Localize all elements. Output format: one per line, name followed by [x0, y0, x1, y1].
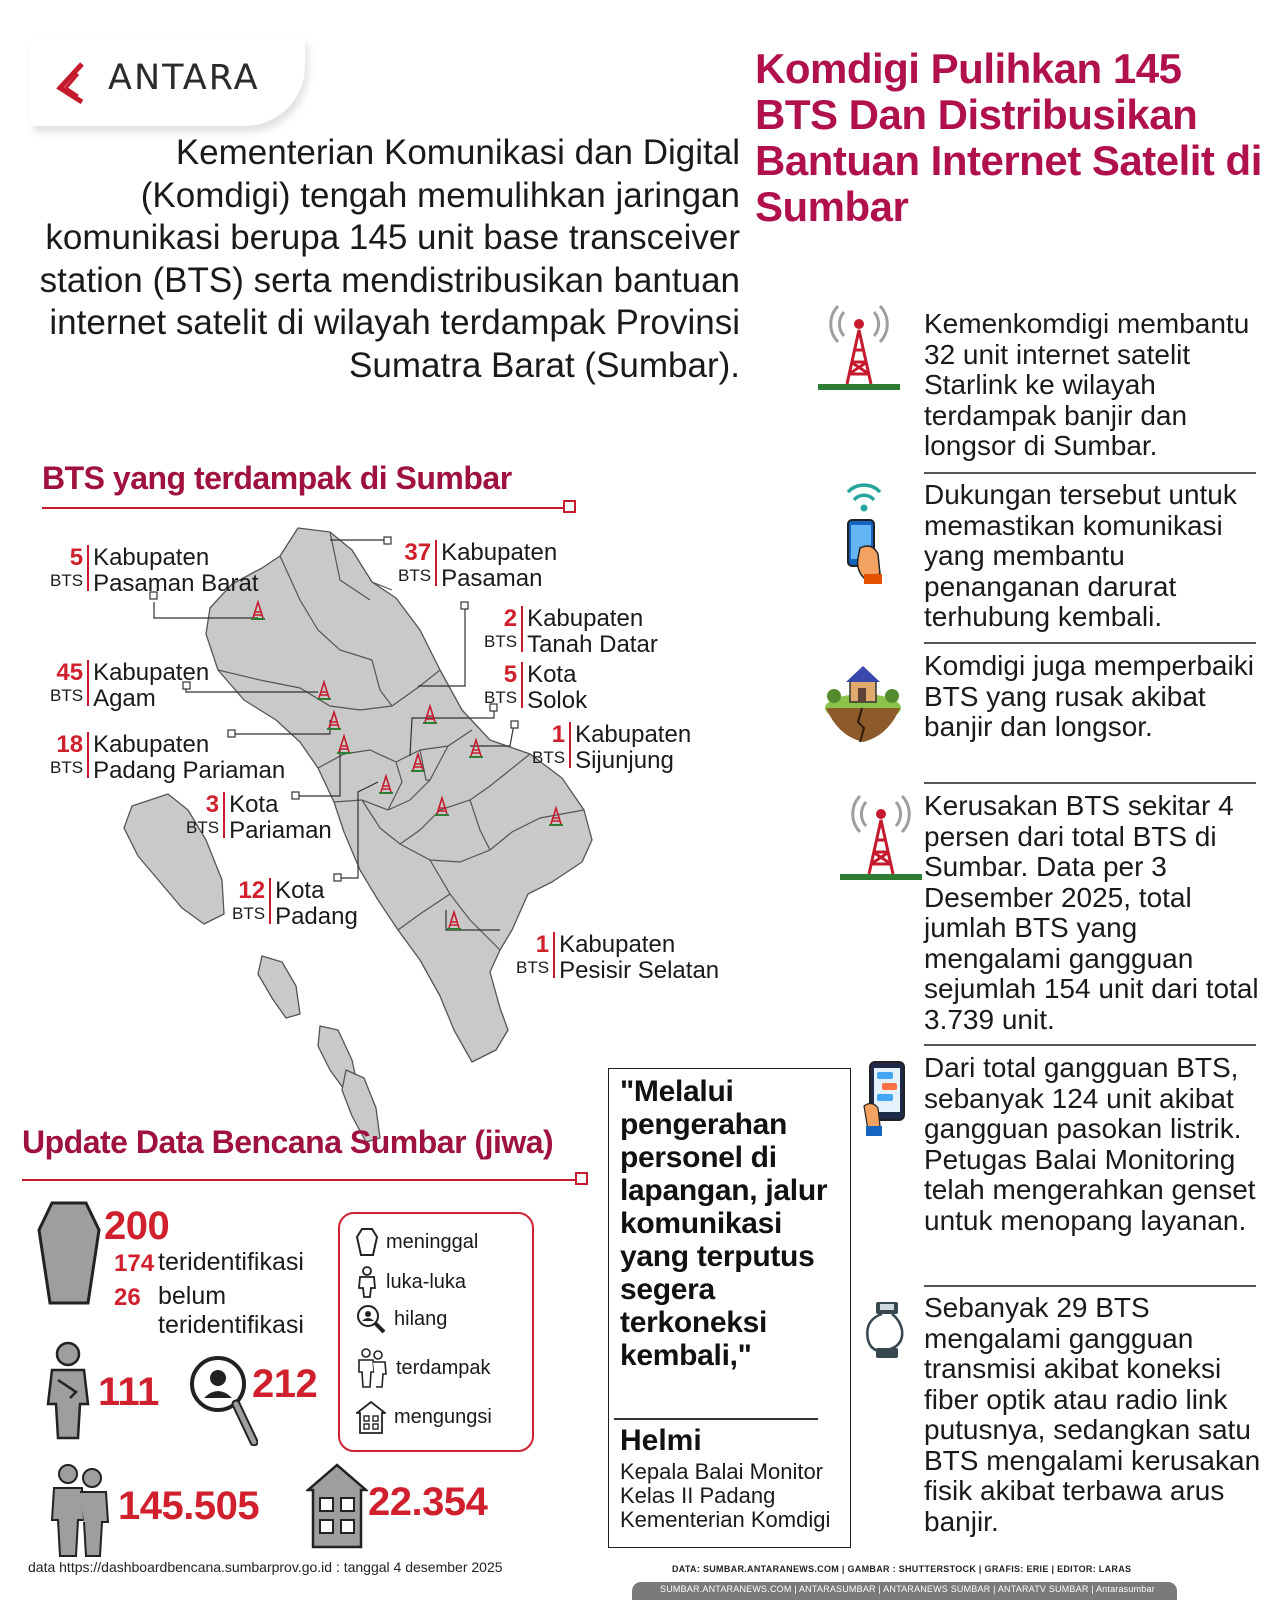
- divider: [924, 1285, 1256, 1287]
- missing-person-search-icon: [188, 1354, 258, 1446]
- divider: [924, 642, 1256, 644]
- region-label-padang-pariaman: 18 BTS Kabupaten Padang Pariaman: [50, 731, 286, 784]
- region-label-pasaman-barat: 5 BTS Kabupaten Pasaman Barat: [50, 544, 259, 597]
- brand-name: ANTARA: [108, 58, 260, 98]
- shelter-house-icon: [356, 1400, 386, 1434]
- tower-icon: [836, 790, 926, 885]
- meninggal-count: 200: [104, 1204, 170, 1248]
- credits-line: DATA: SUMBAR.ANTARANEWS.COM | GAMBAR : SHUTTERSTOCK | GRAFIS: ERIE | EDITOR: LARAS: [672, 1564, 1132, 1574]
- disaster-title-underline: [22, 1179, 577, 1181]
- teridentifikasi-label: teridentifikasi: [158, 1248, 304, 1276]
- region-label-pesisir-selatan: 1 BTS Kabupaten Pesisir Selatan: [516, 931, 720, 984]
- belum-teridentifikasi-label: belum teridentifikasi: [158, 1282, 304, 1339]
- social-links: SUMBAR.ANTARANEWS.COM | ANTARASUMBAR | ANTARANEWS SUMBAR | ANTARATV SUMBAR | Antarasumbar: [660, 1584, 1155, 1594]
- coffin-icon: [36, 1200, 102, 1306]
- region-label-kota-padang: 12 BTS Kota Padang: [232, 877, 358, 930]
- legend-item-hilang: hilang: [356, 1304, 447, 1334]
- injured-person-icon: [356, 1266, 378, 1298]
- point-5: Dari total gangguan BTS, sebanyak 124 unit akibat gangguan pasokan listrik. Petugas Balai Monitoring telah mengerahkan genset untuk menopang layanan.: [924, 1052, 1256, 1236]
- region-label-kota-solok: 5 BTS Kota Solok: [484, 661, 588, 714]
- phone-hand-icon: [834, 478, 894, 588]
- point-3: Komdigi juga memperbaiki BTS yang rusak akibat banjir dan longsor.: [924, 650, 1254, 742]
- coffin-icon: [356, 1228, 378, 1256]
- quote-divider: [614, 1418, 818, 1420]
- hilang-count: 212: [252, 1362, 318, 1406]
- region-label-agam: 45 BTS Kabupaten Agam: [50, 659, 210, 712]
- headline: Komdigi Pulihkan 145 BTS Dan Distribusikan Bantuan Internet Satelit di Sumbar: [755, 45, 1262, 230]
- luka-luka-count: 111: [98, 1370, 159, 1414]
- affected-people-icon: [356, 1348, 388, 1388]
- divider: [924, 1044, 1256, 1046]
- landslide-house-icon: [818, 656, 908, 746]
- shelter-house-icon: [306, 1462, 368, 1550]
- legend-item-mengungsi: mengungsi: [356, 1400, 492, 1434]
- intro-paragraph: Kementerian Komunikasi dan Digital (Komdigi) tengah memulihkan jaringan komunikasi berupa 145 unit base transceiver station (BTS) serta mendistribusikan bantuan internet satelit di wilayah terdampak Provinsi Sumatra Barat (Sumbar).: [39, 133, 740, 385]
- legend-item-meninggal: meninggal: [356, 1228, 478, 1256]
- region-label-sijunjung: 1 BTS Kabupaten Sijunjung: [532, 721, 692, 774]
- antara-logo-icon: [52, 58, 102, 108]
- bts-section-title: BTS yang terdampak di Sumbar: [42, 460, 512, 496]
- point-4: Kerusakan BTS sekitar 4 persen dari total BTS di Sumbar. Data per 3 Desember 2025, total jumlah BTS yang mengalami gangguan sejumlah 154 unit dari total 3.739 unit.: [924, 790, 1259, 1035]
- bts-title-underline: [42, 507, 564, 509]
- data-source: data https://dashboardbencana.sumbarprov.go.id : tanggal 4 desember 2025: [28, 1559, 503, 1575]
- logo-card: [30, 38, 305, 126]
- divider: [924, 782, 1256, 784]
- legend-item-luka: luka-luka: [356, 1266, 466, 1298]
- legend-item-terdampak: terdampak: [356, 1348, 491, 1388]
- point-2: Dukungan tersebut untuk memastikan komunikasi yang membantu penanganan darurat terhubung kembali.: [924, 479, 1237, 632]
- fiber-cable-icon: [862, 1300, 912, 1360]
- teridentifikasi-count: 174: [114, 1250, 155, 1277]
- point-6: Sebanyak 29 BTS mengalami gangguan transmisi akibat koneksi fiber optik atau radio link putusnya, sedangkan satu BTS mengalami kerusakan fisik akibat terbawa arus banjir.: [924, 1292, 1261, 1537]
- region-label-pasaman: 37 BTS Kabupaten Pasaman: [398, 539, 558, 592]
- disaster-section-title: Update Data Bencana Sumbar (jiwa): [22, 1124, 554, 1160]
- legend-box: [338, 1212, 534, 1452]
- quote-author-role: Kepala Balai Monitor Kelas II Padang Kementerian Komdigi: [620, 1459, 831, 1532]
- belum-teridentifikasi-count: 26: [114, 1284, 141, 1311]
- divider: [924, 472, 1256, 474]
- disaster-title-marker: [575, 1172, 588, 1185]
- affected-people-icon: [46, 1462, 114, 1558]
- injured-person-icon: [40, 1340, 96, 1440]
- point-1: Kemenkomdigi membantu 32 unit internet satelit Starlink ke wilayah terdampak banjir dan longsor di Sumbar.: [924, 308, 1250, 461]
- terdampak-count: 145.505: [118, 1484, 260, 1528]
- quote-text: "Melalui pengerahan personel di lapangan, jalur komunikasi yang terputus segera terkoneksi kembali,": [620, 1075, 828, 1372]
- tower-icon: [814, 300, 904, 395]
- phone-chat-icon: [862, 1060, 912, 1140]
- mengungsi-count: 22.354: [368, 1480, 488, 1524]
- region-label-kota-pariaman: 3 BTS Kota Pariaman: [186, 791, 332, 844]
- quote-author: Helmi: [620, 1424, 702, 1457]
- missing-person-search-icon: [356, 1304, 386, 1334]
- sipora-island-shape: [258, 956, 300, 1018]
- region-label-tanah-datar: 2 BTS Kabupaten Tanah Datar: [484, 605, 658, 658]
